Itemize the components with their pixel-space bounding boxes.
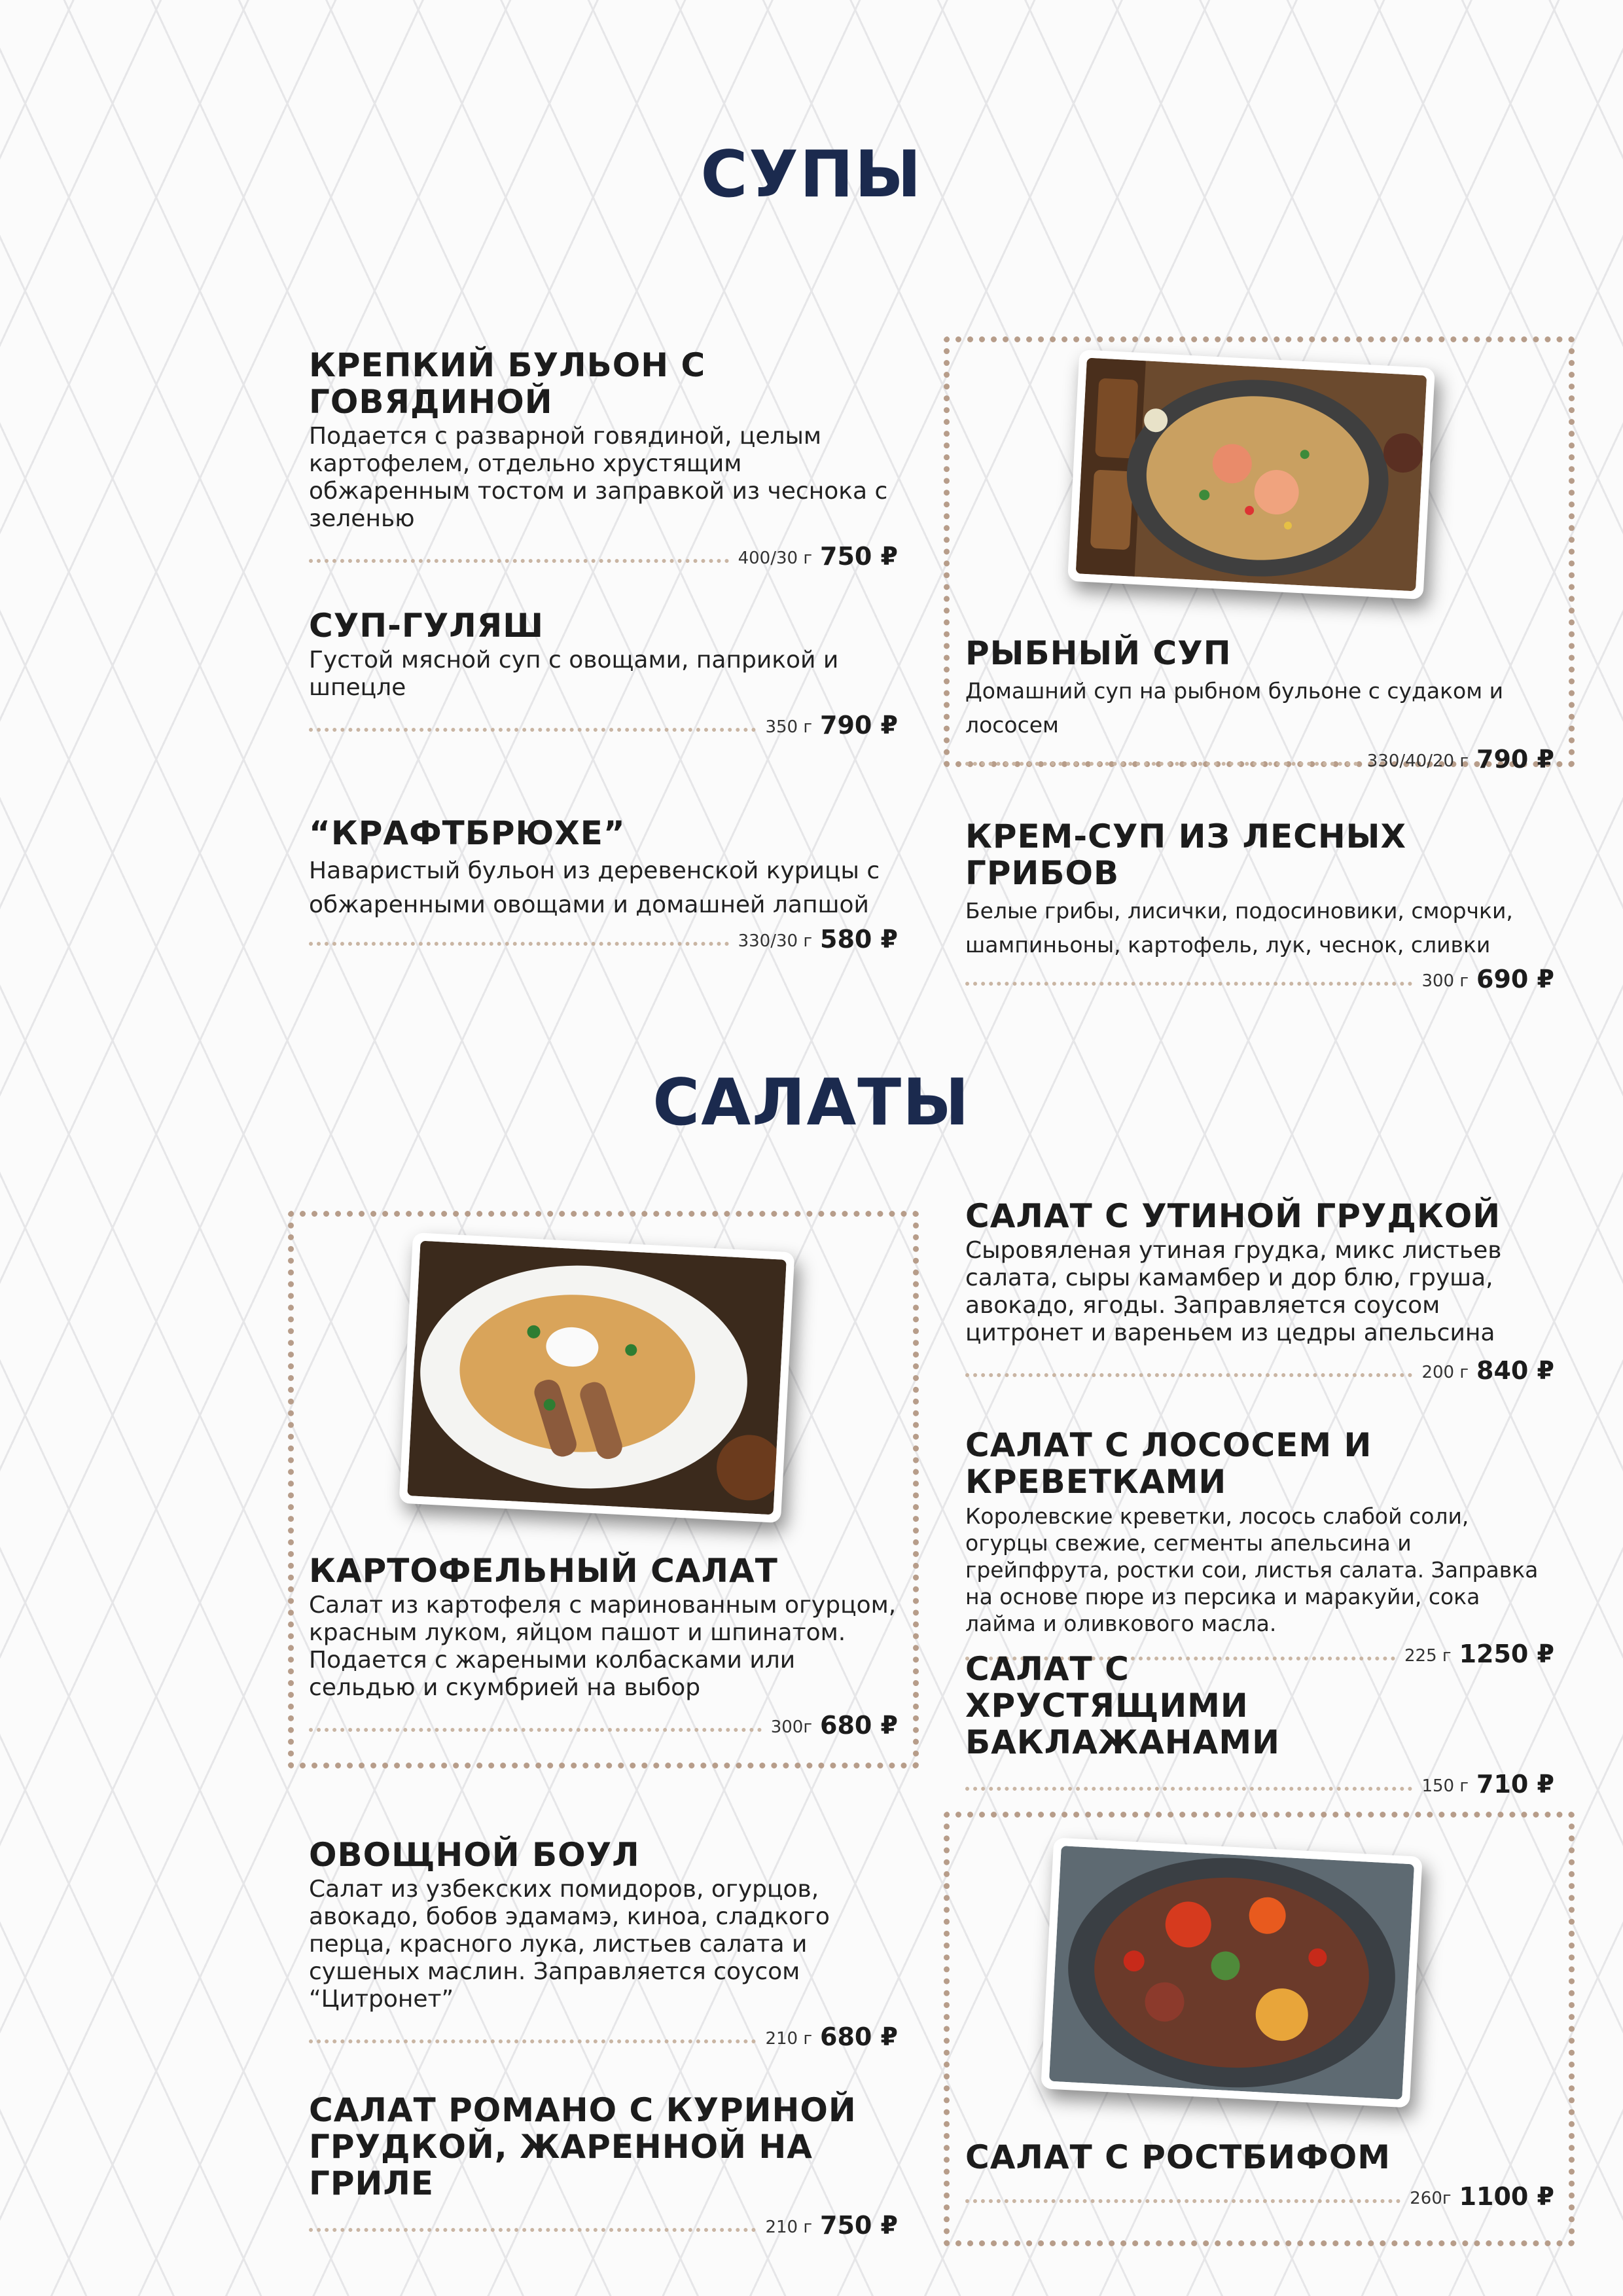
dish-name: КРЕМ-СУП ИЗ ЛЕСНЫХ ГРИБОВ (965, 817, 1407, 892)
dish-name: САЛАТ С УТИНОЙ ГРУДКОЙ (965, 1197, 1501, 1235)
dish-weight: 330/30 г (738, 931, 812, 951)
potato-salad-photo (399, 1232, 795, 1523)
menu-item-vegetable-bowl (309, 1837, 898, 2051)
dish-price: 1100 ₽ (1459, 2182, 1554, 2211)
dish-price: 710 ₽ (1476, 1770, 1554, 1799)
section-title-salads: САЛАТЫ (652, 1066, 971, 1140)
dish-weight: 210 г (765, 2217, 812, 2237)
dotted-leader (309, 942, 729, 946)
dish-price: 750 ₽ (820, 542, 898, 571)
roastbeef-salad-photo (1041, 1838, 1422, 2108)
dotted-leader (965, 2199, 1400, 2203)
price-row (309, 2020, 898, 2051)
dish-name: КАРТОФЕЛЬНЫЙ САЛАТ (309, 1552, 778, 1590)
menu-item-salmon-shrimp-salad (965, 1427, 1554, 1668)
price-row (309, 2208, 898, 2240)
price-row (965, 1767, 1554, 1799)
price-row (309, 922, 898, 954)
dish-name: РЫБНЫЙ СУП (965, 634, 1232, 672)
price-row (309, 708, 898, 740)
menu-item-fish-soup (965, 635, 1554, 774)
price-row (309, 539, 898, 571)
dish-weight: 150 г (1421, 1776, 1469, 1796)
price-row (965, 1354, 1554, 1385)
dotted-leader (965, 1373, 1412, 1377)
dotted-leader (965, 762, 1358, 766)
dish-weight: 225 г (1404, 1646, 1452, 1666)
dish-price: 750 ₽ (820, 2211, 898, 2240)
dotted-leader (309, 2228, 756, 2232)
dotted-leader (309, 1728, 762, 1732)
price-row (965, 2179, 1554, 2211)
dotted-leader (965, 1787, 1412, 1791)
dish-description: Белые грибы, лисички, подосиновики, сморчки, шампиньоны, картофель, лук, чеснок, сливки (965, 898, 1513, 958)
menu-item-roastbeef-salad (965, 2139, 1554, 2211)
dish-weight: 260г (1410, 2189, 1452, 2208)
dish-name: ОВОЩНОЙ БОУЛ (309, 1836, 640, 1874)
section-title-soups: СУПЫ (700, 137, 923, 212)
dish-price: 790 ₽ (1476, 745, 1554, 774)
menu-item-beef-broth (309, 347, 898, 571)
dish-weight: 300г (770, 1717, 812, 1737)
dish-name: САЛАТ С ЛОСОСЕМ И КРЕВЕТКАМИ (965, 1426, 1372, 1501)
dish-weight: 200 г (1421, 1363, 1469, 1382)
dish-description: Салат из узбекских помидоров, огурцов, авокадо, бобов эдамамэ, киноа, сладкого перца, красного лука, листьев салата и сушеных маслин. Заправляется соусом “Цитронет” (309, 1876, 830, 2013)
menu-item-mushroom-soup (965, 818, 1554, 994)
dish-description: Наваристый бульон из деревенской курицы с обжаренными овощами и домашней лапшой (309, 857, 880, 918)
menu-item-romano-salad (309, 2092, 898, 2240)
menu-item-duck-salad (965, 1198, 1554, 1385)
dotted-leader (309, 2039, 756, 2043)
dish-weight: 210 г (765, 2029, 812, 2049)
dish-weight: 330/40/20 г (1366, 751, 1469, 771)
dotted-leader (309, 559, 729, 563)
dish-weight: 400/30 г (738, 548, 812, 568)
dotted-leader (309, 728, 756, 732)
dish-name: “КРАФТБРЮХЕ” (309, 814, 626, 852)
dish-name: САЛАТ С РОСТБИФОМ (965, 2138, 1391, 2176)
menu-item-goulash-soup (309, 607, 898, 740)
dish-price: 680 ₽ (820, 2022, 898, 2051)
price-row (965, 962, 1554, 994)
price-row (965, 742, 1554, 774)
dish-weight: 350 г (765, 717, 812, 737)
dotted-leader (965, 982, 1412, 986)
dish-weight: 300 г (1421, 971, 1469, 991)
dish-price: 690 ₽ (1476, 965, 1554, 994)
price-row (309, 1708, 898, 1740)
dish-description: Салат из картофеля с маринованным огурцом, красным луком, яйцом пашот и шпинатом. Подается с жареными колбасками или сельдью и скумбрией на выбор (309, 1592, 897, 1701)
dish-price: 790 ₽ (820, 711, 898, 740)
dish-price: 580 ₽ (820, 925, 898, 954)
dish-description: Домашний суп на рыбном бульоне с судаком и лососем (965, 678, 1504, 738)
dish-price: 840 ₽ (1476, 1356, 1554, 1385)
dish-description: Густой мясной суп с овощами, паприкой и шпецле (309, 647, 839, 701)
dish-name: КРЕПКИЙ БУЛЬОН С ГОВЯДИНОЙ (309, 346, 706, 421)
dish-description: Подается с разварной говядиной, целым картофелем, отдельно хрустящим обжаренным тостом и заправкой из чеснока с зеленью (309, 423, 888, 532)
dish-description: Королевские креветки, лосось слабой соли, огурцы свежие, сегменты апельсина и грейпфрута, ростки сои, листья салата. Заправка на основе пюре из персика и маракуйи, сока лайма и оливкового масла. (965, 1503, 1539, 1636)
dish-name: СУП-ГУЛЯШ (309, 607, 544, 645)
menu-item-potato-salad (309, 1552, 898, 1740)
dish-name: САЛАТ РОМАНО С КУРИНОЙ ГРУДКОЙ, ЖАРЕННОЙ НА ГРИЛЕ (309, 2091, 857, 2202)
dish-price: 680 ₽ (820, 1711, 898, 1740)
dish-name: САЛАТ С ХРУСТЯЩИМИ БАКЛАЖАНАМИ (965, 1650, 1280, 1761)
fish-soup-photo (1067, 350, 1435, 600)
menu-item-kraftbruehe (309, 815, 898, 954)
dish-price: 1250 ₽ (1459, 1640, 1554, 1668)
menu-item-eggplant-salad (965, 1651, 1554, 1799)
dish-description: Сыровяленая утиная грудка, микс листьев салата, сыры камамбер и дор блю, груша, авокадо, ягоды. Заправляется соусом цитронет и вареньем из цедры апельсина (965, 1237, 1502, 1346)
